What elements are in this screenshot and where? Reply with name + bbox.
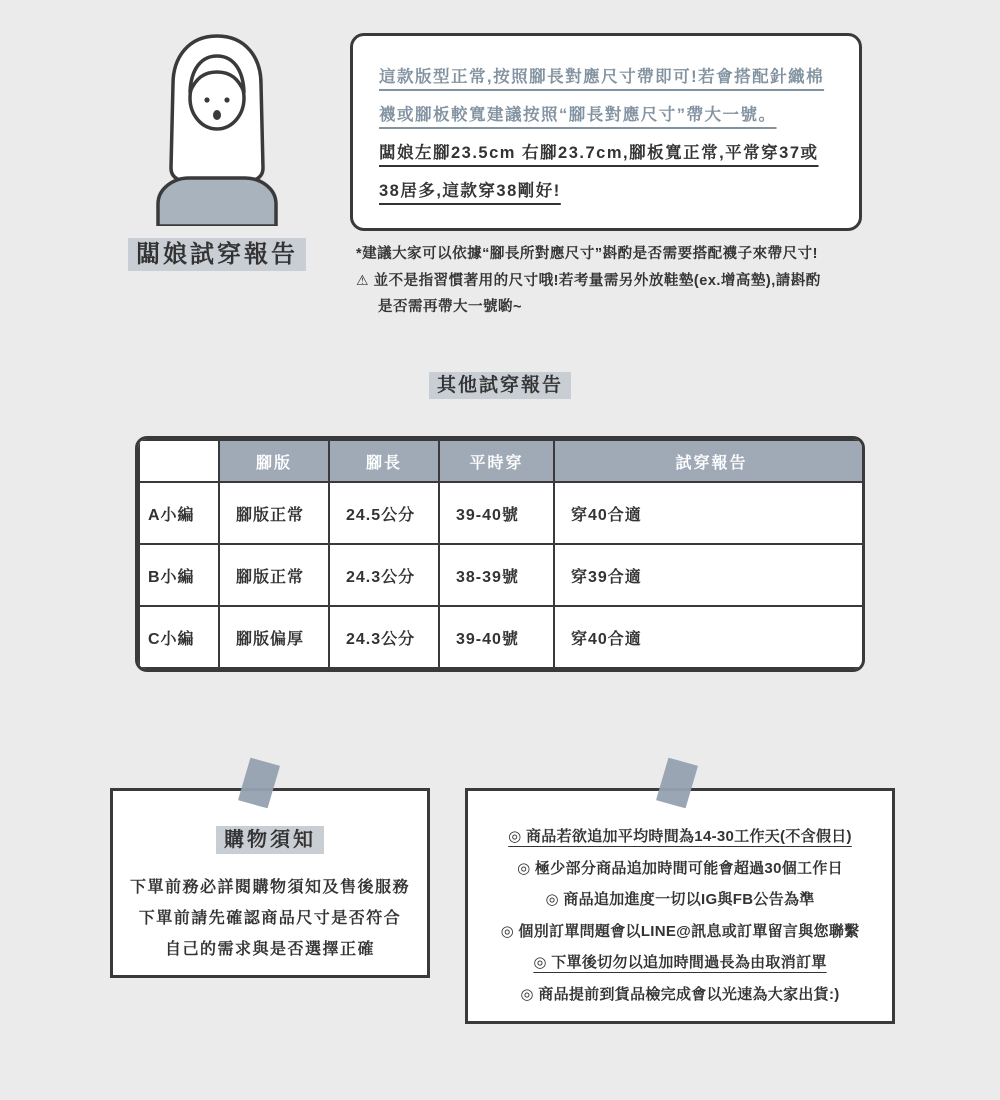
- foot-length-cell: 24.5公分: [329, 482, 439, 544]
- restock-policy-list: [468, 821, 892, 1010]
- policy-item: ◎ 商品若欲追加平均時間為14-30工作天(不含假日): [508, 828, 852, 845]
- policy-item: ◎ 個別訂單問題會以LINE@訊息或訂單留言與您聯繫: [500, 922, 860, 940]
- policy-item: ◎ 極少部分商品追加時間可能會超過30個工作日: [517, 859, 843, 877]
- bubble-paragraph-1: 這款版型正常,按照腳長對應尺寸帶即可!若會搭配針織棉襪或腳板較寬建議按照“腳長對應尺寸”帶大一號。: [379, 68, 825, 124]
- table-corner-cell: [139, 440, 219, 482]
- notice-line: 下單前請先確認商品尺寸是否符合: [138, 910, 402, 927]
- foot-length-cell: 24.3公分: [329, 606, 439, 668]
- shopping-notice-box: [110, 788, 430, 978]
- lady-avatar-icon: [142, 28, 292, 226]
- row-label-cell: A小編: [139, 482, 219, 544]
- row-label-cell: B小編: [139, 544, 219, 606]
- sizing-note: [356, 241, 880, 320]
- table-row: [139, 544, 865, 606]
- foot-type-cell: 腳版偏厚: [219, 606, 329, 668]
- fit-report-table: [138, 439, 865, 669]
- usual-size-cell: 39-40號: [439, 606, 554, 668]
- shopping-notice-title: [113, 823, 427, 852]
- other-reports-heading-text: 其他試穿報告: [429, 372, 571, 399]
- col-header-foot-length: 腳長: [329, 440, 439, 482]
- policy-item: ◎ 商品提前到貨品檢完成會以光速為大家出貨:): [520, 985, 840, 1003]
- notice-line: 下單前務必詳閱購物須知及售後服務: [129, 879, 410, 896]
- table-row: [139, 606, 865, 668]
- restock-policy-box: [465, 788, 895, 1024]
- policy-item: ◎ 商品追加進度一切以IG與FB公告為準: [545, 891, 815, 908]
- col-header-usual-size: 平時穿: [439, 440, 554, 482]
- owner-report-title: [112, 234, 322, 269]
- fit-report-cell: 穿40合適: [554, 606, 865, 668]
- speech-bubble: [350, 33, 862, 231]
- col-header-foot-type: 腳版: [219, 440, 329, 482]
- bubble-paragraph-2: 闆娘左腳23.5cm 右腳23.7cm,腳板寬正常,平常穿37或38居多,這款穿38剛好!: [379, 144, 819, 200]
- row-label-cell: C小編: [139, 606, 219, 668]
- foot-type-cell: 腳版正常: [219, 482, 329, 544]
- note-line-3: 是否需再帶大一號喲~: [378, 299, 522, 315]
- col-header-fit-report: 試穿報告: [554, 440, 865, 482]
- fit-report-table-wrap: [135, 436, 865, 672]
- foot-type-cell: 腳版正常: [219, 544, 329, 606]
- notice-line: 自己的需求與是否選擇正確: [164, 941, 375, 958]
- shopping-notice-lines: [113, 872, 427, 965]
- note-line-2: [356, 267, 880, 294]
- note-line-2-text: 並不是指習慣著用的尺寸哦!若考量需另外放鞋墊(ex.增高墊),請斟酌: [373, 273, 821, 289]
- lady-avatar-illustration: [142, 28, 292, 226]
- warning-icon: ⚠: [356, 272, 370, 288]
- owner-report-title-text: 闆娘試穿報告: [128, 238, 306, 271]
- fit-report-cell: 穿39合適: [554, 544, 865, 606]
- fit-report-cell: 穿40合適: [554, 482, 865, 544]
- table-row: [139, 482, 865, 544]
- table-header-row: [139, 440, 865, 482]
- policy-item: ◎ 下單後切勿以追加時間過長為由取消訂單: [533, 954, 827, 971]
- shopping-notice-title-text: 購物須知: [216, 826, 324, 854]
- usual-size-cell: 38-39號: [439, 544, 554, 606]
- foot-length-cell: 24.3公分: [329, 544, 439, 606]
- other-reports-heading: [0, 370, 1000, 397]
- note-line-1: *建議大家可以依據“腳長所對應尺寸”斟酌是否需要搭配襪子來帶尺寸!: [356, 246, 818, 262]
- usual-size-cell: 39-40號: [439, 482, 554, 544]
